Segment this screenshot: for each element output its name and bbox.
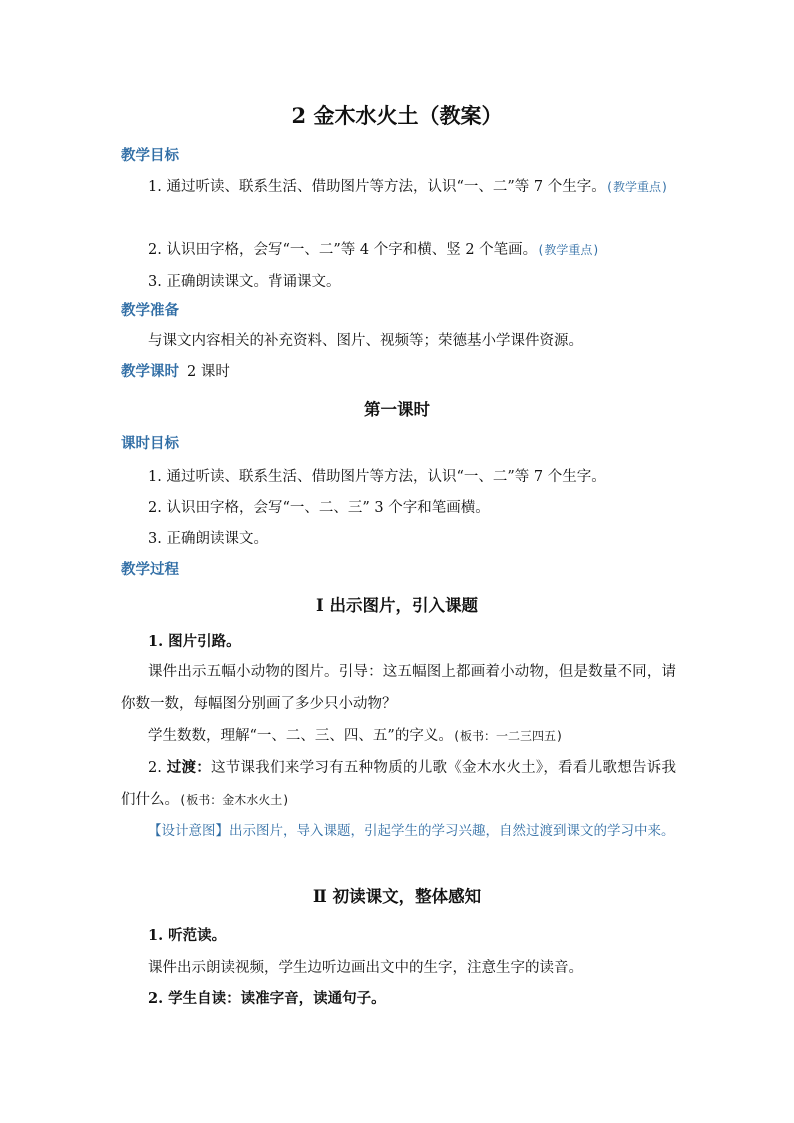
part1-step1-text2 xyxy=(121,720,676,752)
lesson1-process-heading: 教学过程 xyxy=(121,562,179,578)
lesson1-goal-3: 3. 正确朗读课文。 xyxy=(148,531,268,547)
lesson1-heading: 第一课时 xyxy=(364,400,430,419)
teaching-goal-3: 3. 正确朗读课文。背诵课文。 xyxy=(148,274,341,290)
teaching-goal-1-note: (教学重点) xyxy=(605,180,669,194)
part1-step2-num: 2. xyxy=(148,760,162,776)
part1-step2-note: (板书：金木水火土) xyxy=(179,793,290,807)
teaching-goal-2 xyxy=(121,234,676,266)
teaching-prep-heading: 教学准备 xyxy=(121,303,179,319)
part1-step2-label: 过渡： xyxy=(166,759,212,776)
teaching-goal-2-note: (教学重点) xyxy=(537,243,600,257)
teaching-goal-2-text: 2. 认识田字格，会写“一、二”等 4 个字和横、竖 2 个笔画。 xyxy=(148,242,538,258)
document-title: 2 金木水火土（教案） xyxy=(291,103,503,128)
part1-step1-text: 课件出示五幅小动物的图片。引导：这五幅图上都画着小动物，但是数量不同，请你数一数，每幅图分别画了多少只小动物？ xyxy=(121,664,676,712)
part1-step1-note: (板书：一二三四五) xyxy=(452,729,564,743)
part1-step1-label: 1. 图片引路。 xyxy=(148,633,241,650)
teaching-hours-line xyxy=(121,360,230,384)
teaching-hours-heading: 教学课时 xyxy=(121,364,179,380)
part2-step1-text: 课件出示朗读视频，学生边听边画出文中的生字，注意生字的读音。 xyxy=(148,960,583,976)
part1-step1-text2-body: 学生数数，理解“一、二、三、四、五”的字义。 xyxy=(148,728,453,744)
lesson1-goal-1: 1. 通过听读、联系生活、借助图片等方法，认识“一、二”等 7 个生字。 xyxy=(148,469,606,485)
part2-step1-label: 1. 听范读。 xyxy=(148,927,227,944)
part1-step2-text: 这节课我们来学习有五种物质的儿歌《金木水火土》，看看儿歌想告诉我们什么。 xyxy=(121,760,676,808)
teaching-goals-heading: 教学目标 xyxy=(121,148,179,164)
part1-heading: Ⅰ 出示图片，引入课题 xyxy=(316,596,478,615)
part1-design-intent: 【设计意图】出示图片，导入课题，引起学生的学习兴趣，自然过渡到课文的学习中来。 xyxy=(148,823,675,839)
teaching-goal-1 xyxy=(121,171,676,203)
teaching-goal-1-text: 1. 通过听读、联系生活、借助图片等方法，认识“一、二”等 7 个生字。 xyxy=(148,179,606,195)
teaching-hours-value: 2 课时 xyxy=(187,364,230,380)
part2-step2-label: 2. 学生自读：读准字音，读通句子。 xyxy=(148,990,386,1007)
part2-heading: Ⅱ 初读课文，整体感知 xyxy=(312,887,482,906)
part1-step2 xyxy=(121,752,676,816)
teaching-prep-text: 与课文内容相关的补充资料、图片、视频等；荣德基小学课件资源。 xyxy=(148,333,583,349)
lesson1-goals-heading: 课时目标 xyxy=(121,436,179,452)
lesson1-goal-2: 2. 认识田字格，会写“一、二、三” 3 个字和笔画横。 xyxy=(148,500,490,516)
